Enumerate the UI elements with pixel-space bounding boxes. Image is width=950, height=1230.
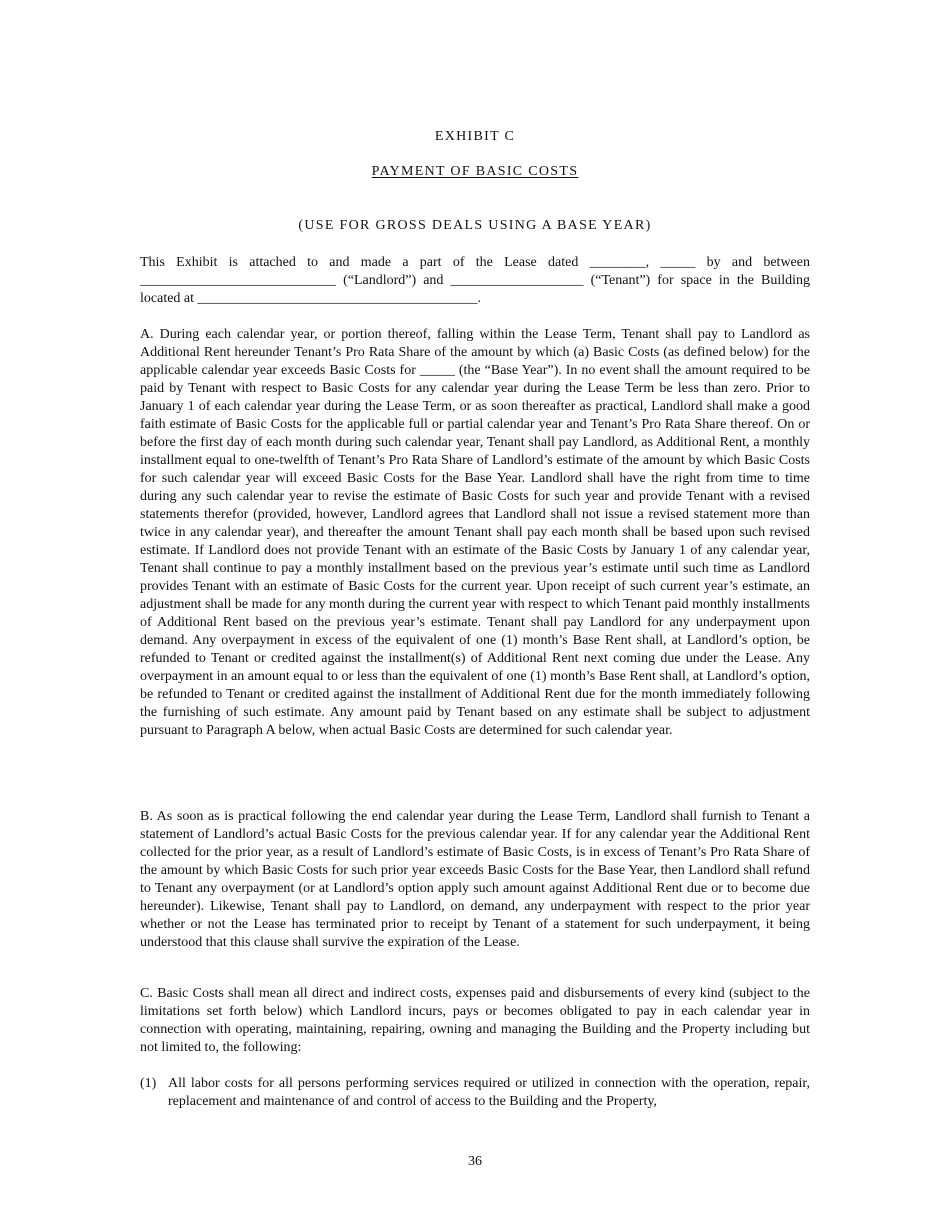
list-item-number: (1) (140, 1076, 157, 1091)
exhibit-subtitle: PAYMENT OF BASIC COSTS (371, 164, 579, 179)
page-number: 36 (468, 1154, 482, 1169)
intro-paragraph: This Exhibit is attached to and made a part of the Lease dated ________, _____ by and between ____________________________ (“Landlord”) and ___________________ (“Tenant”) for space in the Building located at ________________________________________. (140, 255, 810, 306)
paragraph-b: B. As soon as is practical following the end calendar year during the Lease Term, Landlord shall furnish to Tenant a statement of Landlord’s actual Basic Costs for the previous calendar year. If for any calendar year the Additional Rent collected for the prior year, as a result of Landlord’s estimate of Basic Costs, is in excess of Tenant’s Pro Rata Share of the amount by which Basic Costs for such prior year exceeds Basic Costs for the Base Year, then Landlord shall refund to Tenant any overpayment (or at Landlord’s option apply such amount against Additional Rent due or to become due hereunder). Likewise, Tenant shall pay to Landlord, on demand, any underpayment with respect to the prior year whether or not the Lease has terminated prior to receipt by Tenant of a statement for such underpayment, it being understood that this clause shall survive the expiration of the Lease. (140, 809, 810, 950)
paragraph-c: C. Basic Costs shall mean all direct and indirect costs, expenses paid and disbursements of every kind (subject to the limitations set forth below) which Landlord incurs, pays or becomes obligated to pay in each calendar year in connection with operating, maintaining, repairing, owning and managing the Building and the Property including but not limited to, the following: (140, 986, 810, 1055)
list-item-text: All labor costs for all persons performing services required or utilized in connection with the operation, repair, replacement and maintenance of and control of access to the Building and the Property, (168, 1076, 810, 1109)
list-item (140, 1075, 810, 1111)
paragraph-a: A. During each calendar year, or portion thereof, falling within the Lease Term, Tenant shall pay to Landlord as Additional Rent hereunder Tenant’s Pro Rata Share of the amount by which (a) Basic Costs (as defined below) for the applicable calendar year exceeds Basic Costs for _____ (the “Base Year”). In no event shall the amount required to be paid by Tenant with respect to Basic Costs for any calendar year during the Lease Term be less than zero. Prior to January 1 of each calendar year during the Lease Term, or as soon thereafter as practical, Landlord shall make a good faith estimate of Basic Costs for the applicable full or partial calendar year and Tenant’s Pro Rata Share thereof. On or before the first day of each month during such calendar year, Tenant shall pay Landlord, as Additional Rent, a monthly installment equal to one-twelfth of Tenant’s Pro Rata Share of Landlord’s estimate of the amount by which Basic Costs for such calendar year will exceed Basic Costs for the Base Year. Landlord shall have the right from time to time during any such calendar year to revise the estimate of Basic Costs for such year and provide Tenant with a revised statements therefor (provided, however, Landlord agrees that Landlord shall not issue a revised statement more than twice in any calendar year), and thereafter the amount Tenant shall pay each month shall be based upon such revised estimate. If Landlord does not provide Tenant with an estimate of the Basic Costs by January 1 of any calendar year, Tenant shall continue to pay a monthly installment based on the previous year’s estimate until such time as Landlord provides Tenant with an estimate of Basic Costs for the current year. Upon receipt of such current year’s estimate, an adjustment shall be made for any month during the current year with respect to which Tenant paid monthly installments of Additional Rent based on the previous year’s estimate. Tenant shall pay Landlord for any underpayment upon demand. Any overpayment in excess of the equivalent of one (1) month’s Base Rent shall, at Landlord’s option, be refunded to Tenant or credited against the installment(s) of Additional Rent next coming due under the Lease. Any overpayment in an amount equal to or less than the equivalent of one (1) month’s Base Rent shall, at Landlord’s option, be refunded to Tenant or credited against the installment of Additional Rent due for the month immediately following the furnishing of such estimate. Any amount paid by Tenant based on any estimate shall be subject to adjustment pursuant to Paragraph A below, when actual Basic Costs are determined for such calendar year. (140, 327, 810, 738)
exhibit-usage-note: (USE FOR GROSS DEALS USING A BASE YEAR) (298, 218, 652, 233)
exhibit-title: EXHIBIT C (434, 129, 516, 144)
